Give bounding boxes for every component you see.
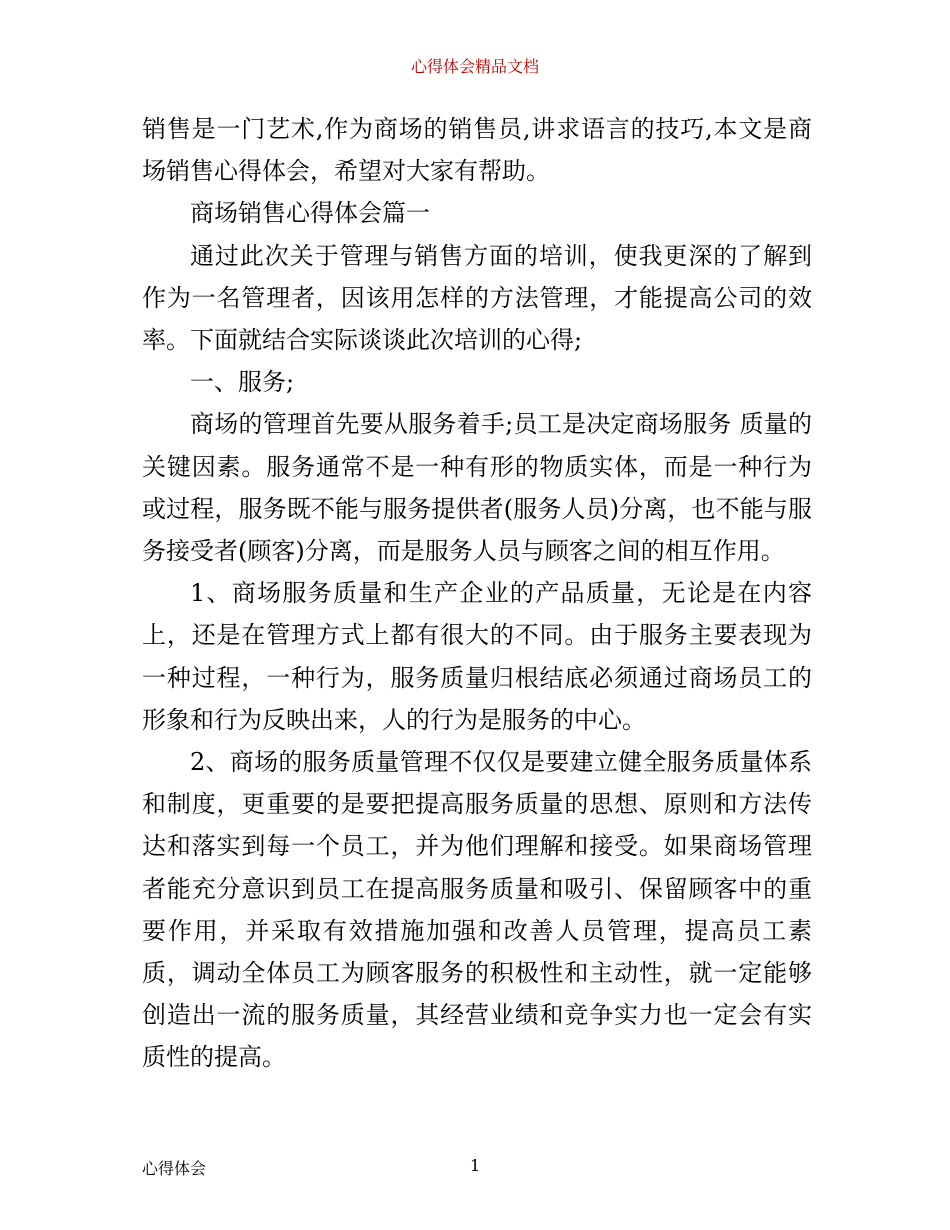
body-paragraph: 商场的管理首先要从服务着手;员工是决定商场服务 质量的关键因素。服务通常不是一种有形的物质实体，而是一种行为或过程，服务既不能与服务提供者(服务人员)分离，也不能与服务接受者(顾客)分离，而是服务人员与顾客之间的相互作用。 — [142, 410, 812, 566]
intro-paragraph: 销售是一门艺术,作为商场的销售员,讲求语言的技巧,本文是商场销售心得体会，希望对大家有帮助。 — [142, 115, 812, 186]
page-number: 1 — [470, 1156, 481, 1175]
body-paragraph: 通过此次关于管理与销售方面的培训，使我更深的了解到作为一名管理者，因该用怎样的方法管理，才能提高公司的效率。下面就结合实际谈谈此次培训的心得; — [142, 241, 812, 355]
section-title: 商场销售心得体会篇一 — [190, 199, 430, 228]
footer-label: 心得体会 — [142, 1159, 207, 1178]
body-paragraph: 1、商场服务质量和生产企业的产品质量，无论是在内容上，还是在管理方式上都有很大的不同。由于服务主要表现为一种过程，一种行为，服务质量归根结底必须通过商场员工的形象和行为反映出来，人的行为是服务的中心。 — [142, 579, 812, 734]
page-header-title: 心得体会精品文档 — [410, 57, 539, 76]
subsection-heading: 一、服务; — [190, 368, 295, 397]
body-paragraph: 2、商场的服务质量管理不仅仅是要建立健全服务质量体系和制度，更重要的是要把提高服务质量的思想、原则和方法传达和落实到每一个员工，并为他们理解和接受。如果商场管理者能充分意识到员工在提高服务质量和吸引、保留顾客中的重要作用，并采取有效措施加强和改善人员管理，提高员工素质，调动全体员工为顾客服务的积极性和主动性，就一定能够创造出一流的服务质量，其经营业绩和竞争实力也一定会有实质性的提高。 — [142, 748, 812, 1072]
document-body — [142, 108, 812, 1079]
